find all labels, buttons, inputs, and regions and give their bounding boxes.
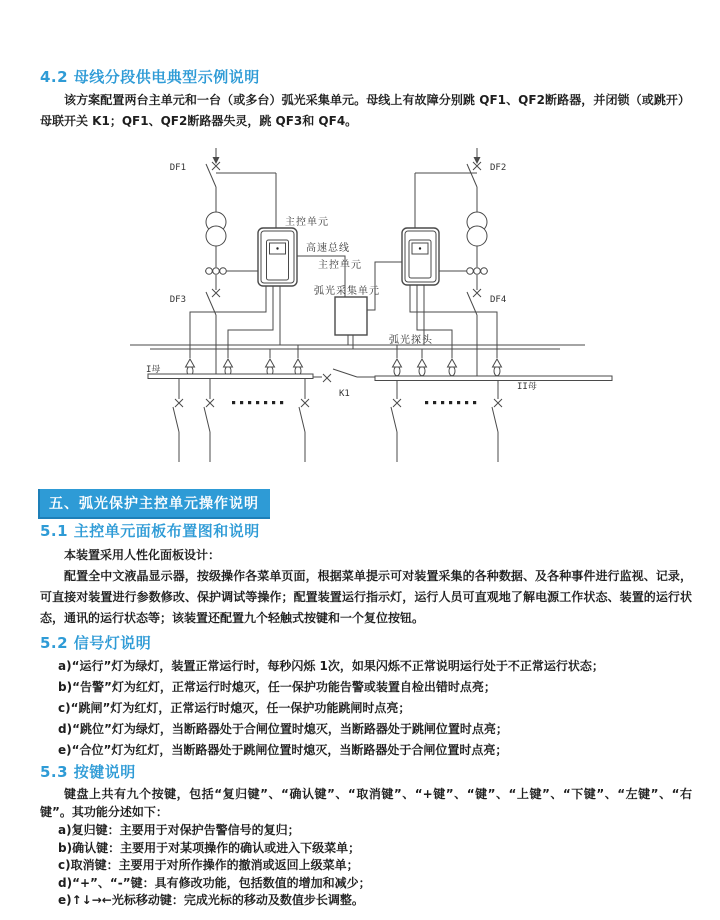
section-5-1-paragraph-1: 本装置采用人性化面板设计： [64, 548, 221, 562]
main-unit-right-label: 主控单元 [318, 260, 362, 271]
high-speed-bus-label: 高速总线 [306, 243, 350, 254]
busbar-1 [148, 374, 313, 379]
ct-icon [206, 268, 213, 275]
main-unit-left-label: 主控单元 [285, 217, 329, 228]
key-function-list [58, 822, 690, 910]
arc-probe-icon [266, 359, 275, 376]
outgoing-feeder [173, 378, 183, 462]
section-5-3-intro: 键盘上共有九个按键，包括“复归键”、“确认键”、“取消键”、“+键”、“键”、“上键”、“下键”、“左键”、“右键”。其功能分述如下： [40, 787, 692, 819]
outgoing-feeder [204, 378, 214, 462]
arc-probe-label: 弧光探头 [389, 335, 433, 346]
outgoing-feeder [492, 380, 502, 462]
df3-label: DF3 [169, 295, 186, 305]
arc-probe-icon [294, 359, 303, 376]
x-mark-icon [212, 289, 220, 297]
bus2-label: II母 [517, 382, 537, 392]
bus1-label: I母 [146, 365, 161, 375]
arc-collector-unit [335, 297, 367, 349]
list-item: e)↑↓→←光标移动键：完成光标的移动及数值步长调整。 [58, 893, 364, 907]
list-item: e)“合位”灯为红灯，当断路器处于跳闸位置时熄灭，当断路器处于合闸位置时点亮； [58, 743, 508, 757]
outgoing-feeder [391, 380, 401, 462]
df4-label: DF4 [490, 295, 507, 305]
x-mark-icon [323, 374, 331, 382]
probe-harness [130, 345, 585, 358]
signal-lamp-list [58, 656, 690, 761]
arc-probe-icon [224, 359, 233, 376]
list-item: c)取消键：主要用于对所作操作的撤消或返回上级菜单； [58, 858, 359, 872]
list-item: b)确认键：主要用于对某项操作的确认或进入下级菜单； [58, 840, 361, 855]
arc-collector-label: 弧光采集单元 [314, 286, 380, 297]
arc-probe-icon [493, 359, 502, 376]
breaker-blade-icon [333, 369, 375, 377]
df2-label: DF2 [490, 163, 507, 173]
ct-icon [467, 268, 474, 275]
x-mark-icon [473, 289, 481, 297]
list-item: a)“运行”灯为绿灯，装置正常运行时，每秒闪烁 1次，如果闪烁不正常说明运行处于不正常运行状态； [58, 659, 604, 673]
arc-probe-icons [186, 359, 502, 376]
section-4-2-paragraph: 该方案配置两台主单元和一台（或多台）弧光采集单元。母线上有故障分别跳 QF1、QF2断路器，并闭锁（或跳开）母联开关 K1；QF1、QF2断路器失灵，跳 QF3和 QF4。 [40, 93, 690, 128]
list-item: b)“告警”灯为红灯，正常运行时熄灭，任一保护功能告警或装置自检出错时点亮； [58, 680, 496, 694]
section-5-banner: 五、弧光保护主控单元操作说明 [38, 489, 270, 519]
outgoing-feeders [173, 378, 502, 462]
section-5-1-paragraph-2: 配置全中文液晶显示器，按级操作各菜单页面，根据菜单提示可对装置采集的各种数据、及各种事件进行监视、记录，可直接对装置进行参数修改、保护调试等操作；配置装置运行指示灯，运行人员可直观地了解电源工作状态、装置的运行状态，通讯的运行状态等；该装置还配置九个轻触式按键和一个复位按钮。 [40, 569, 692, 625]
list-item: c)“跳闸”灯为红灯，正常运行时熄灭，任一保护功能跳闸时点亮； [58, 701, 411, 715]
df1-label: DF1 [169, 163, 186, 173]
circuit-diagram [0, 145, 720, 480]
list-item: a)复归键：主要用于对保护告警信号的复归； [58, 823, 300, 837]
ellipsis-dots [232, 401, 476, 404]
arc-probe-icon [393, 359, 402, 376]
arc-probe-icon [186, 359, 195, 376]
section-4-2-heading: 4.2 母线分段供电典型示例说明 [40, 68, 260, 86]
section-5-1-heading: 5.1 主控单元面板布置图和说明 [40, 522, 260, 540]
list-item: d)“跳位”灯为绿灯，当断路器处于合闸位置时熄灭，当断路器处于跳闸位置时点亮； [58, 722, 508, 736]
list-item: d)“+”、“-”键：具有修改功能，包括数值的增加和减少； [58, 875, 371, 890]
busbar-2 [375, 376, 612, 381]
k1-tie-switch [313, 369, 375, 382]
outgoing-feeder [299, 378, 309, 462]
incoming-feeder-left [205, 148, 276, 374]
section-5-2-heading: 5.2 信号灯说明 [40, 634, 152, 652]
section-5-3-heading: 5.3 按键说明 [40, 763, 136, 781]
k1-label: K1 [339, 389, 350, 399]
arc-probe-icon [418, 359, 427, 376]
arc-probe-icon [448, 359, 457, 376]
